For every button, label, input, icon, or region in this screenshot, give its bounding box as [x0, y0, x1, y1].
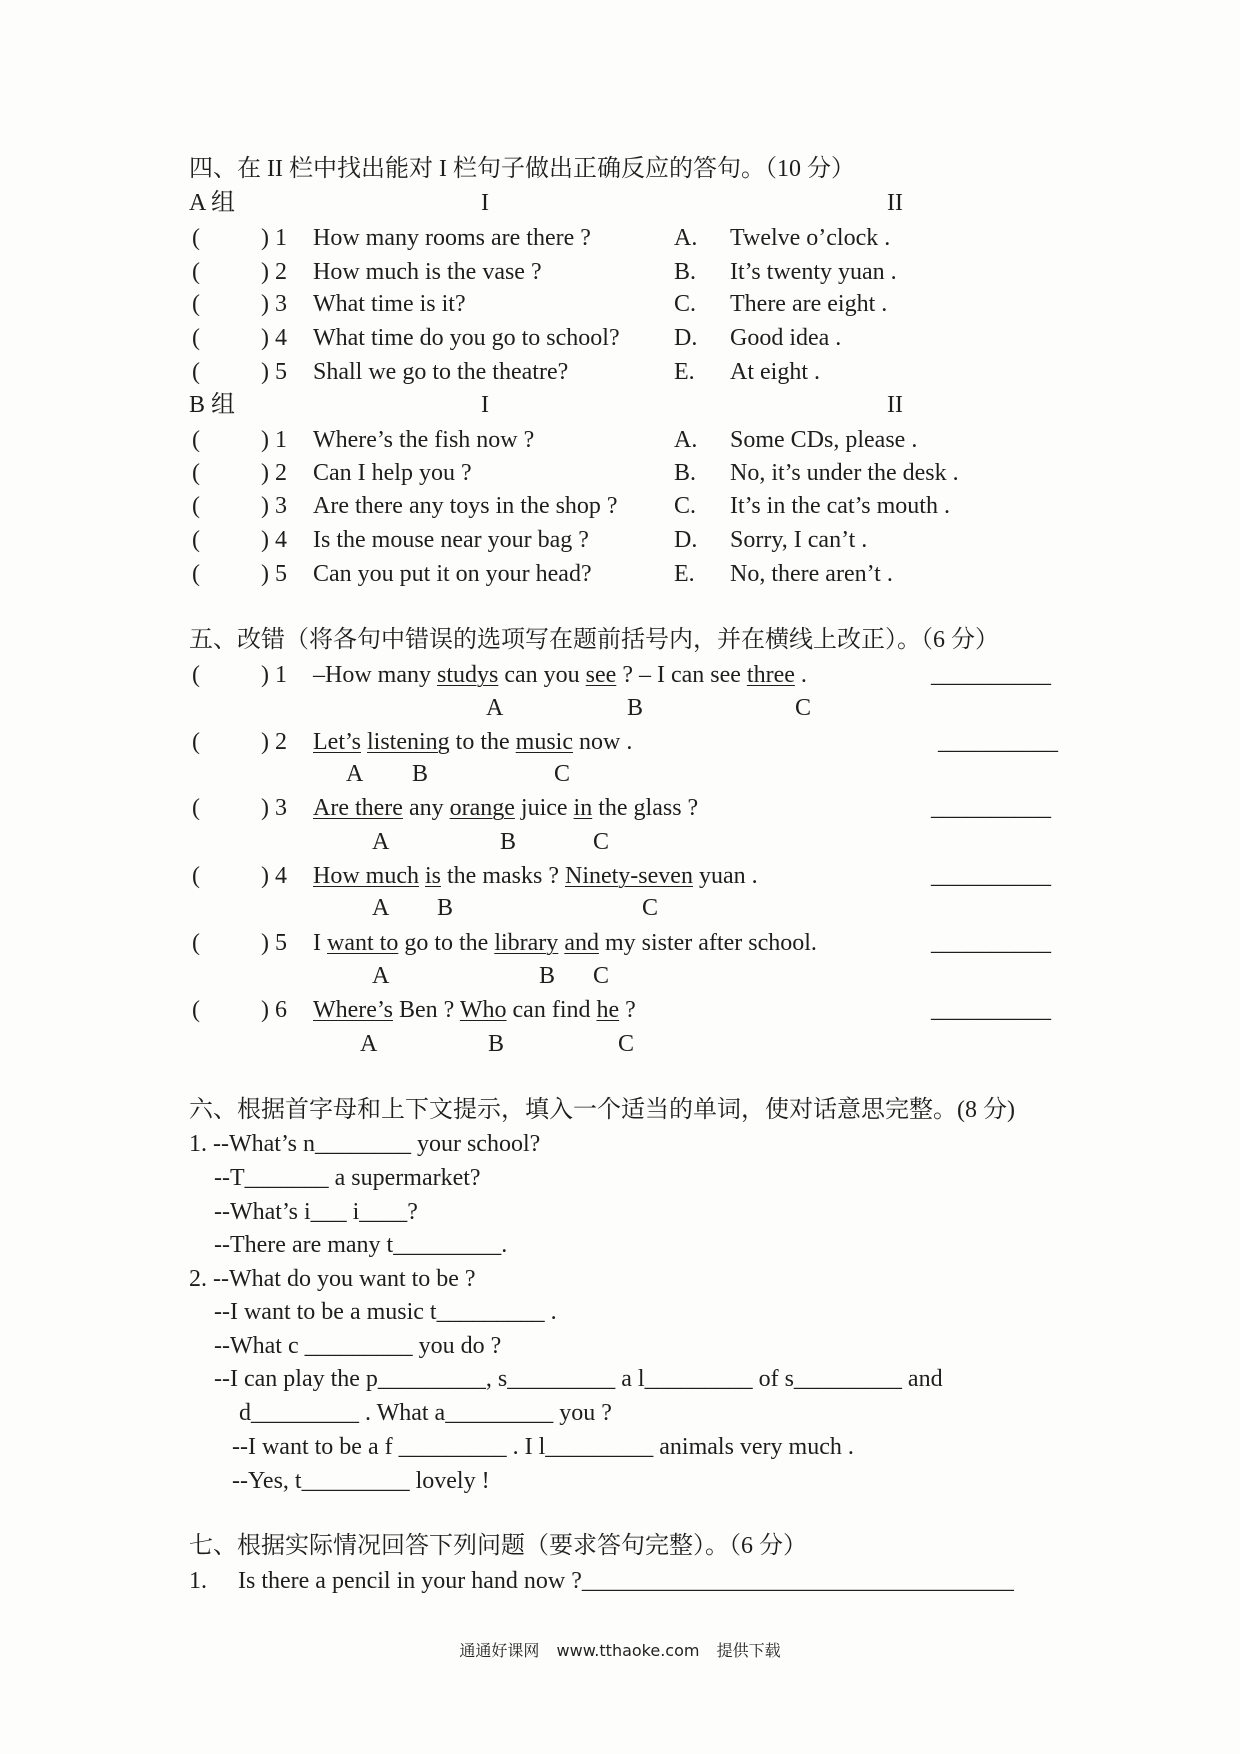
- correction-blank: __________: [931, 997, 1051, 1023]
- correction-row-2: [0, 727, 1240, 757]
- section-7-heading: 七、根据实际情况回答下列问题（要求答句完整）。（6 分）: [189, 1533, 807, 1559]
- question-text: How many rooms are there ?: [313, 225, 591, 251]
- dialogue-text: --What c _________ you do ?: [214, 1333, 502, 1359]
- option-c-label: C: [593, 963, 610, 989]
- option-a-text: How much: [313, 863, 419, 889]
- answer-paren-open: (: [192, 225, 200, 251]
- response-letter: D.: [674, 325, 698, 351]
- correction-row-4: [0, 861, 1240, 891]
- option-a-text: studys: [436, 662, 499, 688]
- response-letter: A.: [674, 225, 698, 251]
- option-c-text: in: [573, 795, 593, 821]
- correction-blank: __________: [938, 729, 1058, 755]
- sentence-text: –How many: [313, 662, 437, 688]
- question-number: ) 4: [261, 325, 287, 351]
- question-number: ) 2: [261, 729, 287, 755]
- option-c-text: Ninety-seven: [564, 863, 693, 889]
- match-row-a1: [0, 223, 1240, 253]
- dialogue-text: --I can play the p_________, s_________ a l_________ of s_________ and: [214, 1366, 943, 1392]
- question-text: What time do you go to school?: [313, 325, 620, 351]
- option-b-text: Who: [459, 997, 507, 1023]
- option-c-label: C: [642, 895, 659, 921]
- column-i-header: I: [481, 392, 489, 418]
- option-b-text: listening: [367, 729, 450, 755]
- option-letters-row-6: [0, 1029, 1240, 1059]
- dialogue-text: 1. --What’s n________ your school?: [189, 1131, 541, 1157]
- sentence-text: juice: [514, 795, 574, 821]
- match-row-b4: [0, 525, 1240, 555]
- option-letters-row-2: [0, 759, 1240, 789]
- option-b-text: is: [424, 863, 441, 889]
- option-c-label: C: [593, 829, 610, 855]
- correction-sentence: [313, 995, 636, 1025]
- question-text: Are there any toys in the shop ?: [313, 493, 618, 519]
- answer-question: [238, 1566, 1014, 1596]
- sentence-text: can you: [498, 662, 586, 688]
- sentence-text: my sister after school.: [598, 930, 817, 956]
- section-7-heading-row: [0, 1531, 1240, 1561]
- response-text: It’s in the cat’s mouth .: [730, 493, 950, 519]
- match-row-a2: [0, 257, 1240, 287]
- question-number: ) 1: [261, 225, 287, 251]
- answer-paren-open: (: [192, 427, 200, 453]
- dialogue-text: --T_______ a supermarket?: [214, 1165, 481, 1191]
- question-number: ) 2: [261, 259, 287, 285]
- response-letter: C.: [674, 291, 697, 317]
- answer-paren-open: (: [192, 291, 200, 317]
- option-c-label: C: [554, 761, 571, 787]
- sentence-text: to the: [449, 729, 516, 755]
- question-number: ) 2: [261, 460, 287, 486]
- section-6-heading-row: [0, 1095, 1240, 1125]
- answer-paren-open: (: [192, 359, 200, 385]
- response-text: It’s twenty yuan .: [730, 259, 897, 285]
- page-footer: [0, 1640, 1240, 1662]
- option-c-text: he: [596, 997, 620, 1023]
- sentence-text: can find: [506, 997, 597, 1023]
- option-letters-row-3: [0, 827, 1240, 857]
- answer-paren-open: (: [192, 863, 200, 889]
- option-b-label: B: [412, 761, 429, 787]
- correction-row-3: [0, 793, 1240, 823]
- question-text: Where’s the fish now ?: [313, 427, 535, 453]
- answer-paren-open: (: [192, 930, 200, 956]
- correction-sentence: [313, 928, 817, 958]
- option-c-text: music: [515, 729, 573, 755]
- response-letter: E.: [674, 359, 695, 385]
- answer-paren-open: (: [192, 460, 200, 486]
- response-letter: B.: [674, 460, 697, 486]
- question-number: ) 4: [261, 863, 287, 889]
- section-5-heading-row: [0, 625, 1240, 655]
- option-a-label: A: [372, 895, 390, 921]
- option-c-text: three: [746, 662, 795, 688]
- match-row-b2: [0, 458, 1240, 488]
- dialogue-text: 2. --What do you want to be ?: [189, 1266, 476, 1292]
- dialogue-text: --There are many t_________.: [214, 1232, 508, 1258]
- group-b-header: [0, 390, 1240, 420]
- group-b-label: B 组: [189, 392, 236, 418]
- option-letters-row-1: [0, 693, 1240, 723]
- question-number: ) 1: [261, 427, 287, 453]
- correction-blank: __________: [931, 863, 1051, 889]
- option-b-label: B: [437, 895, 454, 921]
- sentence-text: the glass ?: [592, 795, 699, 821]
- response-letter: A.: [674, 427, 698, 453]
- option-a-text: Let’s: [313, 729, 361, 755]
- response-text: No, there aren’t .: [730, 561, 893, 587]
- response-text: Good idea .: [730, 325, 842, 351]
- footer-site-name: 通通好课网: [459, 1641, 540, 1660]
- answer-question-row: [0, 1566, 1240, 1596]
- question-number: ) 5: [261, 359, 287, 385]
- option-letters-row-4: [0, 893, 1240, 923]
- dialogue-line: [0, 1364, 1240, 1394]
- option-b-label: B: [539, 963, 556, 989]
- option-a-label: A: [372, 963, 390, 989]
- option-c-label: C: [618, 1031, 635, 1057]
- correction-row-5: [0, 928, 1240, 958]
- sentence-text: Ben ?: [392, 997, 460, 1023]
- response-letter: B.: [674, 259, 697, 285]
- answer-paren-open: (: [192, 493, 200, 519]
- answer-paren-open: (: [192, 325, 200, 351]
- question-number: ) 5: [261, 930, 287, 956]
- response-text: Sorry, I can’t .: [730, 527, 868, 553]
- dialogue-text: d_________ . What a_________ you ?: [239, 1400, 612, 1426]
- column-ii-header: II: [887, 190, 903, 216]
- section-4-heading-row: [0, 154, 1240, 184]
- sentence-text: the masks ?: [441, 863, 565, 889]
- option-a-label: A: [372, 829, 390, 855]
- question-number: 1.: [189, 1568, 207, 1594]
- footer-action: 提供下载: [716, 1641, 781, 1660]
- correction-row-1: [0, 660, 1240, 690]
- dialogue-line: [0, 1398, 1240, 1428]
- dialogue-line: [0, 1331, 1240, 1361]
- option-c-label: C: [795, 695, 812, 721]
- sentence-text: ? – I can see: [616, 662, 747, 688]
- sentence-text: go to the: [398, 930, 495, 956]
- answer-paren-open: (: [192, 795, 200, 821]
- section-5-heading: 五、改错（将各句中错误的选项写在题前括号内，并在横线上改正）。（6 分）: [189, 627, 999, 653]
- option-b-text: orange: [449, 795, 515, 821]
- dialogue-line: [0, 1197, 1240, 1227]
- answer-paren-open: (: [192, 729, 200, 755]
- dialogue-line: [0, 1129, 1240, 1159]
- sentence-text: ?: [619, 997, 636, 1023]
- sentence-text: yuan .: [692, 863, 758, 889]
- question-number: ) 3: [261, 291, 287, 317]
- dialogue-line: [0, 1264, 1240, 1294]
- match-row-b1: [0, 425, 1240, 455]
- correction-sentence: [313, 727, 632, 757]
- column-ii-header: II: [887, 392, 903, 418]
- answer-paren-open: (: [192, 527, 200, 553]
- question-number: ) 6: [261, 997, 287, 1023]
- response-text: No, it’s under the desk .: [730, 460, 959, 486]
- sentence-text: I: [313, 930, 327, 956]
- question-number: ) 3: [261, 795, 287, 821]
- response-letter: E.: [674, 561, 695, 587]
- question-text: What time is it?: [313, 291, 466, 317]
- dialogue-text: --I want to be a music t_________ .: [214, 1299, 557, 1325]
- question-number: ) 4: [261, 527, 287, 553]
- section-4-heading: 四、在 II 栏中找出能对 I 栏句子做出正确反应的答句。（10 分）: [189, 156, 855, 182]
- dialogue-line: [0, 1297, 1240, 1327]
- option-c-text: and: [564, 930, 599, 956]
- answer-paren-open: (: [192, 997, 200, 1023]
- sentence-text: .: [794, 662, 807, 688]
- section-6-heading: 六、根据首字母和上下文提示，填入一个适当的单词，使对话意思完整。(8 分): [189, 1097, 1015, 1123]
- dialogue-line: [0, 1466, 1240, 1496]
- correction-sentence: [313, 793, 698, 823]
- option-b-text: library: [494, 930, 559, 956]
- footer-url: www.tthaoke.com: [556, 1641, 700, 1660]
- question-number: ) 3: [261, 493, 287, 519]
- option-a-text: Are there: [313, 795, 403, 821]
- option-a-label: A: [486, 695, 504, 721]
- option-b-label: B: [500, 829, 517, 855]
- option-b-text: see: [585, 662, 617, 688]
- correction-sentence: [313, 861, 758, 891]
- option-a-text: Where’s: [313, 997, 393, 1023]
- response-letter: D.: [674, 527, 698, 553]
- response-text: Some CDs, please .: [730, 427, 918, 453]
- dialogue-text: --I want to be a f _________ . I l_________ animals very much .: [232, 1434, 854, 1460]
- option-a-label: A: [360, 1031, 378, 1057]
- dialogue-text: --Yes, t_________ lovely !: [232, 1468, 490, 1494]
- question-text: Shall we go to the theatre?: [313, 359, 569, 385]
- dialogue-line: [0, 1163, 1240, 1193]
- dialogue-line: [0, 1230, 1240, 1260]
- column-i-header: I: [481, 190, 489, 216]
- option-letters-row-5: [0, 961, 1240, 991]
- question-text: How much is the vase ?: [313, 259, 542, 285]
- response-text: At eight .: [730, 359, 820, 385]
- sentence-text: now .: [573, 729, 633, 755]
- correction-sentence: [313, 660, 807, 690]
- match-row-a4: [0, 323, 1240, 353]
- group-a-header: [0, 188, 1240, 218]
- dialogue-text: --What’s i___ i____?: [214, 1199, 418, 1225]
- question-number: ) 5: [261, 561, 287, 587]
- dialogue-line: [0, 1432, 1240, 1462]
- option-a-text: want to: [327, 930, 399, 956]
- option-b-label: B: [627, 695, 644, 721]
- response-text: Twelve o’clock .: [730, 225, 891, 251]
- sentence-text: any: [402, 795, 450, 821]
- question-text: Is there a pencil in your hand now ?: [238, 1568, 582, 1594]
- question-text: Is the mouse near your bag ?: [313, 527, 589, 553]
- answer-paren-open: (: [192, 259, 200, 285]
- response-text: There are eight .: [730, 291, 888, 317]
- correction-blank: __________: [931, 795, 1051, 821]
- option-a-label: A: [346, 761, 364, 787]
- correction-row-6: [0, 995, 1240, 1025]
- question-text: Can you put it on your head?: [313, 561, 592, 587]
- correction-blank: __________: [931, 662, 1051, 688]
- question-text: Can I help you ?: [313, 460, 472, 486]
- answer-paren-open: (: [192, 561, 200, 587]
- group-a-label: A 组: [189, 190, 236, 216]
- answer-paren-open: (: [192, 662, 200, 688]
- match-row-b3: [0, 491, 1240, 521]
- response-letter: C.: [674, 493, 697, 519]
- answer-blank: ____________________________________: [581, 1568, 1014, 1594]
- match-row-a3: [0, 289, 1240, 319]
- correction-blank: __________: [931, 930, 1051, 956]
- option-b-label: B: [488, 1031, 505, 1057]
- question-number: ) 1: [261, 662, 287, 688]
- match-row-b5: [0, 559, 1240, 589]
- match-row-a5: [0, 357, 1240, 387]
